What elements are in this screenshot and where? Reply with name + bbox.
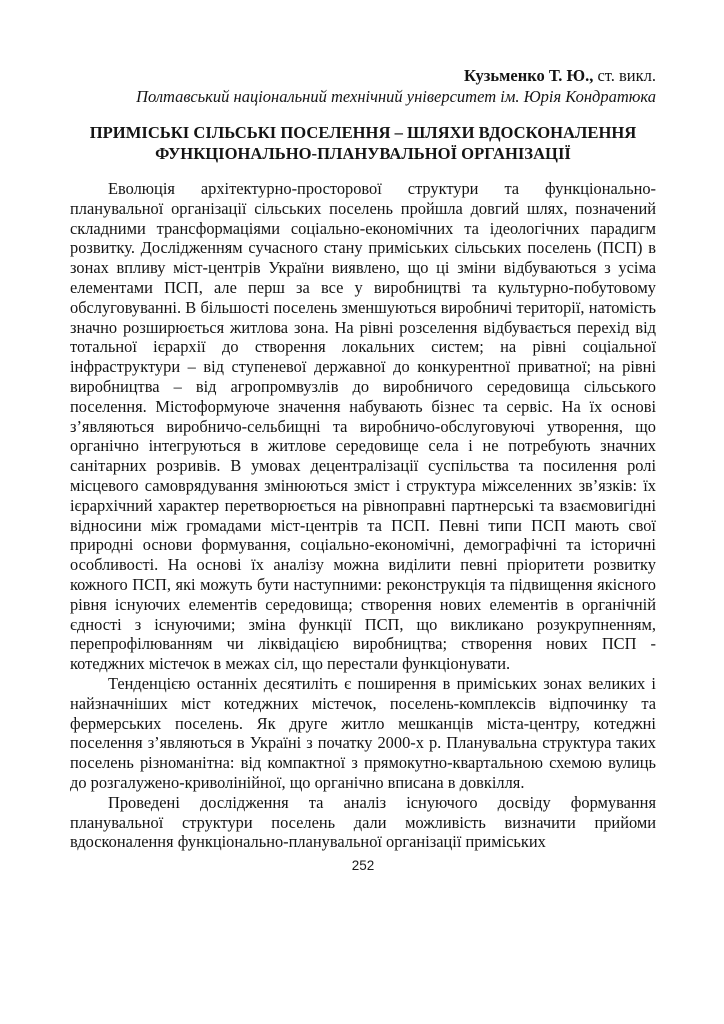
article-body — [70, 179, 656, 852]
author-role: ст. викл. — [597, 66, 656, 85]
paragraph: Еволюція архітектурно-просторової структури та функціонально-планувальної організації сільських поселень пройшла довгий шлях, позначений складними трансформаціями соціально-економічних та ідеологічних парадигм розвитку. Дослідженням сучасного стану приміських сільських поселень (ПСП) в зонах впливу міст-центрів України виявлено, що ці зміни відбуваються з усіма елементами ПСП, але перш за все у виробництві та культурно-побутовому обслуговуванні. В більшості поселень зменшуються виробничі території, натомість значно розширюється житлова зона. На рівні розселення відбувається перехід від тотальної ієрархії до створення локальних систем; на рівні соціальної інфраструктури – від ступеневої державної до конкурентної приватної; на рівні виробництва – від агропромвузлів до виробничого середовища сільського поселення. Містоформуюче значення набувають бізнес та сервіс. На їх основі з’являються виробничо-сельбищні та виробничо-обслуговуючі утворення, що органічно інтегруються в житлове середовище села і не потребують значних санітарних розривів. В умовах децентралізації суспільства та посилення ролі місцевого самоврядування змінюються зміст і структура міжселенних зв’язків: їх ієрархічний характер перетворюється на рівноправні партнерські та взаємовигідні відносини між громадами міст-центрів та ПСП. Певні типи ПСП мають свої природні основи формування, соціально-економічні, демографічні та історичні особливості. На основі їх аналізу можна виділити певні пріоритети розвитку кожного ПСП, які можуть бути наступними: реконструкція та підвищення якісного рівня існуючих елементів середовища; створення нових елементів в органічній єдності з існуючими; зміна функції ПСП, що викликано розукрупненням, перепрофілюванням чи ліквідацією виробництва; створення нових ПСП - котеджних містечок в межах сіл, що перестали функціонувати. — [70, 179, 656, 674]
author-name: Кузьменко Т. Ю., — [464, 66, 594, 85]
paragraph: Тенденцією останніх десятиліть є поширення в приміських зонах великих і найзначніших міст котеджних містечок, поселень-комплексів відпочинку та фермерських поселень. Як друге житло мешканців міста-центру, котеджні поселення з’являються в Україні з початку 2000-х р. Планувальна структура таких поселень різноманітна: від компактної з прямокутно-квартальною схемою вулиць до розгалужено-криволінійної, що органічно вписана в довкілля. — [70, 673, 656, 792]
author-affiliation: Полтавський національний технічний університет ім. Юрія Кондратюка — [136, 87, 656, 106]
page-number: 252 — [351, 858, 375, 874]
author-line — [70, 66, 656, 86]
paragraph: Проведені дослідження та аналіз існуючого досвіду формування планувальної структури поселень дали можливість визначити прийоми вдосконалення функціонально-планувальної організації приміських — [70, 792, 656, 852]
article-title: ПРИМІСЬКІ СІЛЬСЬКІ ПОСЕЛЕННЯ – ШЛЯХИ ВДОСКОНАЛЕННЯ ФУНКЦІОНАЛЬНО-ПЛАНУВАЛЬНОЇ ОРГАНІЗАЦІЇ — [89, 123, 637, 163]
